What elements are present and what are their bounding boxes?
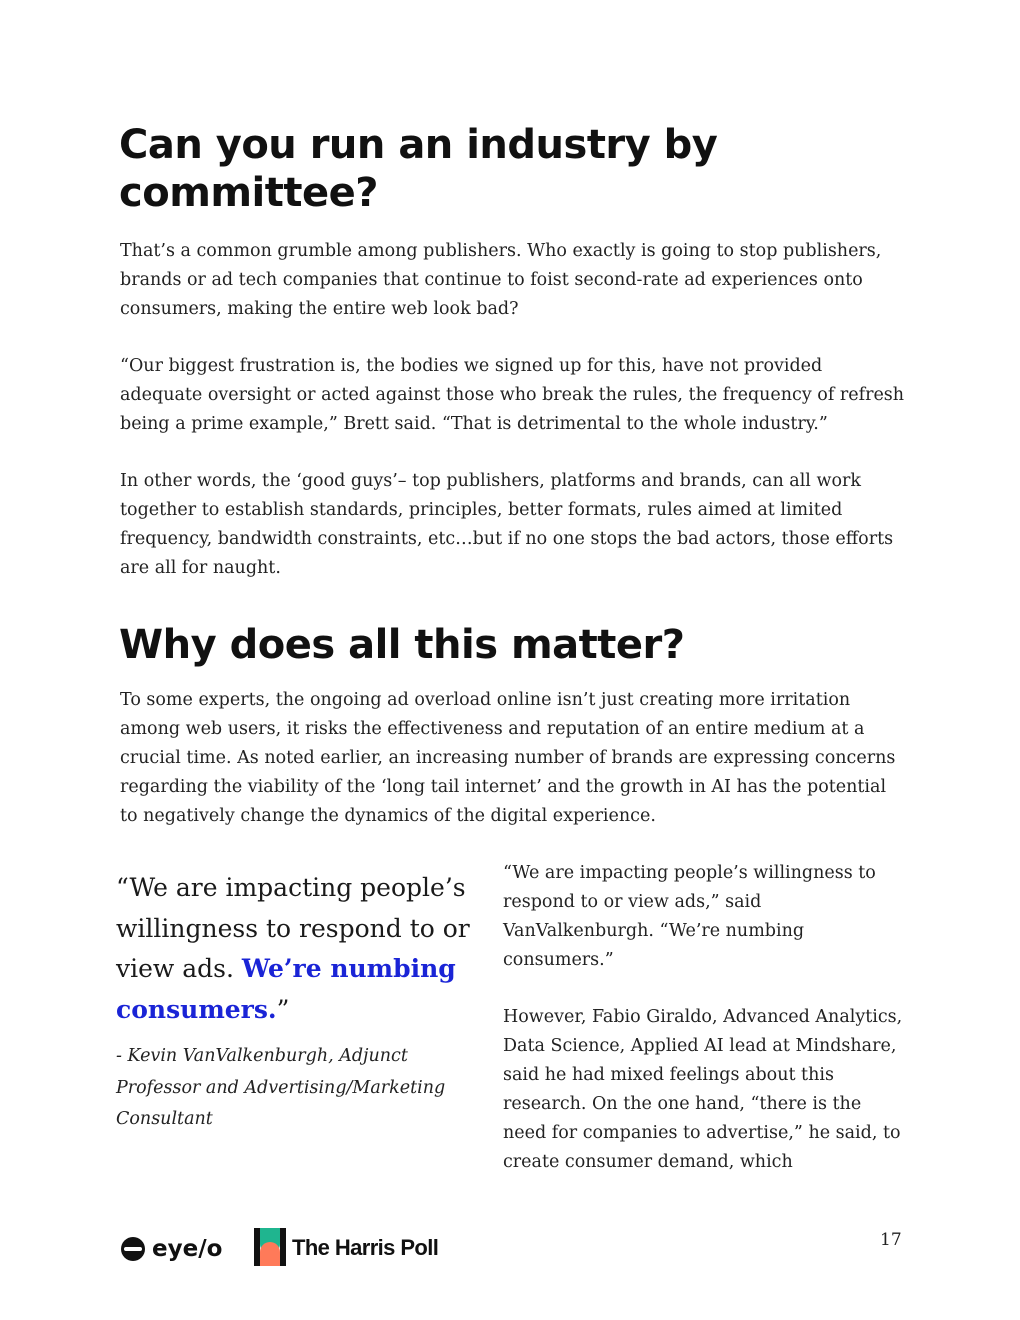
eyeo-logo-text: eye/o <box>152 1236 223 1262</box>
right-column-giraldo: However, Fabio Giraldo, Advanced Analytics, Data Science, Applied AI lead at Mindshare, said he had mixed feelings about this research. On the one hand, “there is the need for companies to advertise,” he said, to create consumer demand, which <box>503 1007 903 1172</box>
pull-quote-text: “We are impacting people’s willingness to respond to or view ads. <box>116 873 470 983</box>
paragraph-experts: To some experts, the ongoing ad overload online isn’t just creating more irritation among web users, it risks the effectiveness and reputation of an entire medium at a crucial time. As noted earlier, an increasing number of brands are expressing concerns regarding the viability of the ‘long tail internet’ and the growth in AI has the potential to negatively change the dynamics of the digital experience. <box>120 690 896 826</box>
right-column-quote: “We are impacting people’s willingness to respond to or view ads,” said VanValkenburgh. “We’re numbing consumers.” <box>503 863 876 970</box>
eye-icon <box>120 1236 146 1262</box>
harris-poll-logo-text: The Harris Poll <box>292 1235 439 1260</box>
harris-poll-icon <box>254 1228 286 1266</box>
section-heading-committee <box>119 121 717 217</box>
page-number: 17 <box>880 1230 902 1250</box>
paragraph-frustration-quote: “Our biggest frustration is, the bodies we signed up for this, have not provided adequate oversight or acted against those who break the rules, the frequency of refresh being a prime example,” Brett said. “That is detrimental to the whole industry.” <box>120 356 905 434</box>
section-heading-why-matter: Why does all this matter? <box>119 622 685 668</box>
heading-line-2: committee? <box>119 170 378 216</box>
pull-quote <box>116 868 486 1030</box>
pull-quote-close: ” <box>276 994 290 1024</box>
pull-quote-highlight: We’re numbing consumers. <box>116 954 456 1024</box>
heading-line-1: Can you run an industry by <box>119 122 718 168</box>
paragraph-good-guys: In other words, the ‘good guys’– top publishers, platforms and brands, can all work together to establish standards, principles, better formats, rules aimed at limited frequency, bandwidth constraints, etc…but if no one stops the bad actors, those efforts are all for naught. <box>120 471 894 578</box>
paragraph-grumble: That’s a common grumble among publishers. Who exactly is going to stop publishers, brands or ad tech companies that continue to foist second-rate ad experiences onto consumers, making the entire web look bad? <box>120 241 882 319</box>
eyeo-logo <box>120 1235 230 1263</box>
harris-poll-logo <box>254 1228 454 1268</box>
pull-quote-attribution: - Kevin VanValkenburgh, Adjunct Professor and Advertising/Marketing Consultant <box>116 1046 446 1129</box>
